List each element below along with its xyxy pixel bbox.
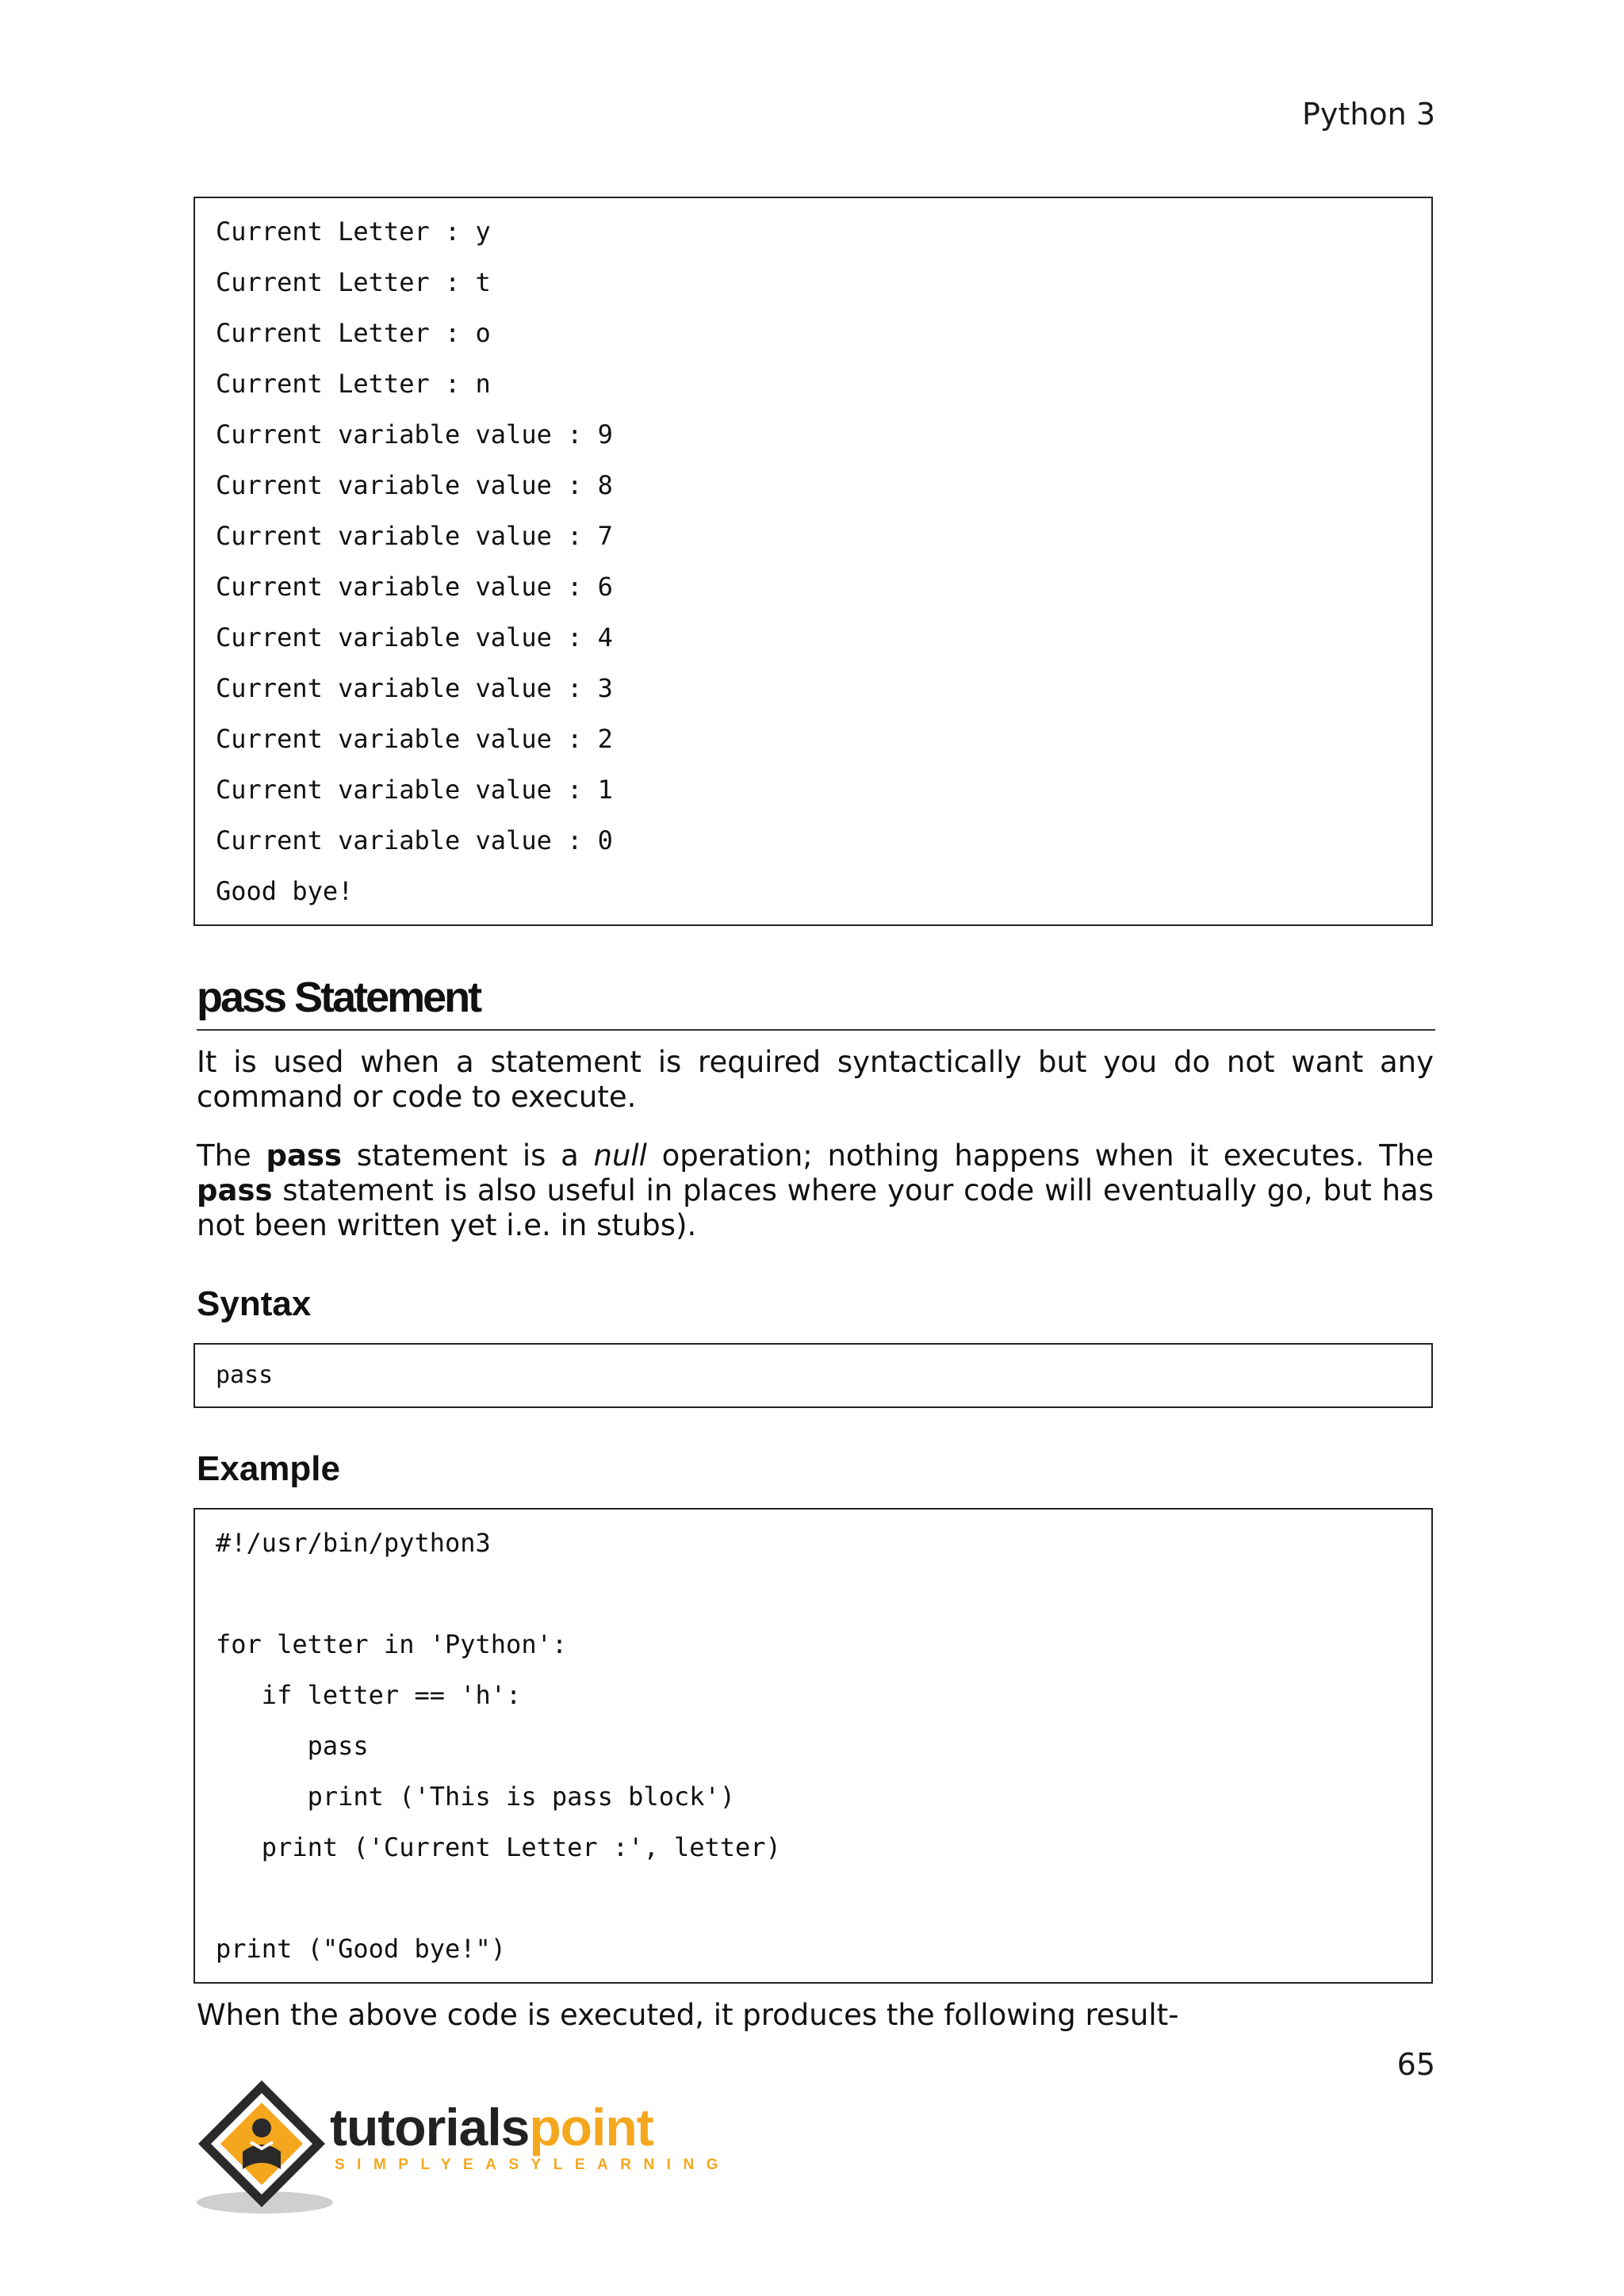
code-line: print ("Good bye!")	[216, 1934, 507, 1964]
code-line: pass	[216, 1731, 369, 1761]
code-line: Current variable value : 6	[216, 572, 613, 602]
section-title: pass Statement	[197, 969, 1435, 1031]
para-text: The	[197, 1138, 266, 1173]
code-line: Current Letter : o	[216, 318, 491, 348]
logo-wordmark	[330, 2099, 653, 2155]
page-number: 65	[1396, 2047, 1435, 2082]
example-heading: Example	[197, 1449, 340, 1488]
syntax-code-block	[193, 1343, 1433, 1408]
code-line	[216, 1873, 1431, 1923]
output-code-block	[193, 197, 1433, 926]
code-line: Current variable value : 8	[216, 470, 613, 500]
code-line: pass	[216, 1361, 274, 1389]
para-text: statement is a	[342, 1138, 594, 1173]
code-line: Current variable value : 1	[216, 775, 613, 805]
para-text: operation; nothing happens when it executes. The	[646, 1138, 1434, 1173]
para-text: statement is also useful in places where your code will eventually go, but has not been written yet i.e. in stubs).	[197, 1173, 1434, 1242]
code-line: Current variable value : 9	[216, 419, 613, 450]
logo-word-tutorials: tutorials	[330, 2098, 530, 2156]
code-line	[216, 1568, 1431, 1619]
code-line: Good bye!	[216, 876, 354, 906]
code-line: #!/usr/bin/python3	[216, 1528, 491, 1558]
logo-word-point: point	[529, 2098, 653, 2156]
tutorialspoint-logo	[195, 2076, 730, 2218]
code-line: Current variable value : 7	[216, 521, 613, 551]
running-header: Python 3	[1302, 97, 1435, 132]
code-line: print ('Current Letter :', letter)	[216, 1832, 781, 1862]
logo-tagline: SIMPLYEASYLEARNING	[335, 2156, 730, 2173]
code-line: if letter == 'h':	[216, 1680, 522, 1710]
code-line: Current Letter : y	[216, 216, 491, 247]
logo-diamond-icon	[195, 2076, 338, 2218]
code-line: print ('This is pass block')	[216, 1781, 736, 1812]
example-code-block	[193, 1508, 1433, 1984]
code-line: Current variable value : 3	[216, 673, 613, 703]
keyword-pass: pass	[266, 1138, 343, 1173]
code-line: Current variable value : 0	[216, 825, 613, 855]
emphasis-null: null	[593, 1138, 647, 1173]
code-line: for letter in 'Python':	[216, 1629, 568, 1659]
syntax-heading: Syntax	[197, 1284, 312, 1323]
code-line: Current Letter : t	[216, 267, 491, 297]
keyword-pass: pass	[197, 1173, 273, 1207]
result-intro-text: When the above code is executed, it produces the following result-	[197, 1998, 1179, 2032]
pass-description-paragraph	[197, 1138, 1434, 1243]
code-line: Current variable value : 2	[216, 724, 613, 754]
code-line: Current variable value : 4	[216, 622, 613, 652]
code-line: Current Letter : n	[216, 369, 491, 399]
intro-paragraph: It is used when a statement is required syntactically but you do not want any command or code to execute.	[197, 1045, 1434, 1114]
